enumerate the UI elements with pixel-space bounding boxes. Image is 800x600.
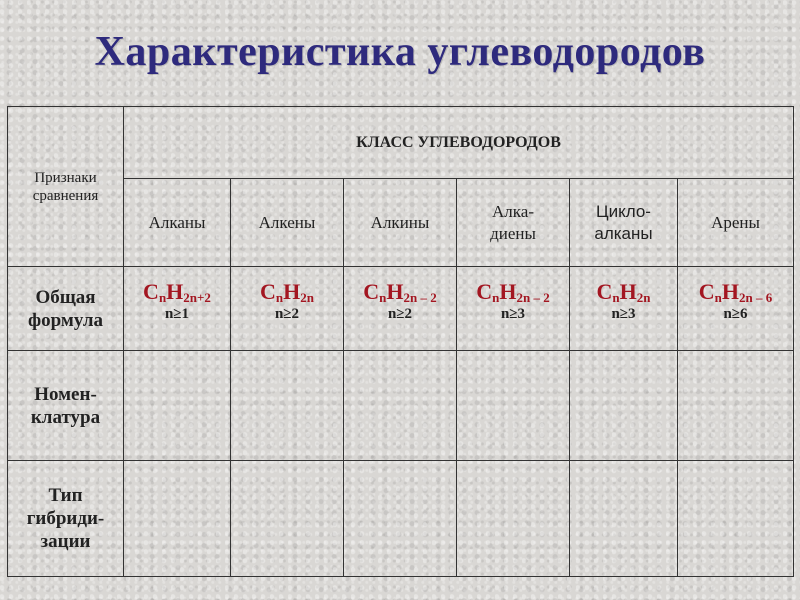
formula-cell: $C_nH_{2n - 2}$ n≥3: [457, 267, 570, 351]
row-label-formula: Общая формула: [8, 267, 124, 351]
formula-condition: n≥1: [164, 306, 190, 322]
empty-cell: [678, 461, 794, 577]
row-hybridization: [8, 461, 794, 577]
empty-cell: [678, 351, 794, 461]
class-col-alkenes: [231, 179, 344, 267]
class-col-alkanes: [124, 179, 231, 267]
empty-cell: [457, 461, 570, 577]
class-col-cycloalkanes: [570, 179, 678, 267]
empty-cell: [570, 351, 678, 461]
class-label: Алканы: [148, 212, 206, 232]
empty-cell: [570, 461, 678, 577]
formula-condition: n≥2: [274, 306, 300, 322]
empty-cell: [344, 461, 457, 577]
formula-cell: $C_nH_{2n}$ n≥3: [570, 267, 678, 351]
formula-cell: $C_nH_{2n}$ n≥2: [231, 267, 344, 351]
class-header-cell: [124, 107, 794, 179]
formula-cell: $C_nH_{2n - 6}$ n≥6: [678, 267, 794, 351]
empty-cell: [231, 461, 344, 577]
class-label: Арены: [711, 212, 760, 232]
formula-condition: n≥3: [611, 306, 636, 322]
row-general-formula: [8, 267, 794, 351]
formula-condition: n≥3: [500, 306, 526, 322]
formula-cell: $C_nH_{2n - 2}$ n≥2: [344, 267, 457, 351]
empty-cell: [457, 351, 570, 461]
class-col-alkadienes: [457, 179, 570, 267]
class-label: Алкены: [258, 212, 316, 232]
class-label: Алка-диены: [490, 201, 536, 243]
row-label-nomenclature: Номен-клатура: [8, 351, 124, 461]
feature-header-label: Признаки сравнения: [32, 169, 99, 204]
hydrocarbon-table: [7, 106, 794, 577]
empty-cell: [231, 351, 344, 461]
feature-header-cell: [8, 107, 124, 267]
row-label-hybridization: Тип гибриди-зации: [8, 461, 124, 577]
class-header-label: КЛАСС УГЛЕВОДОРОДОВ: [356, 133, 561, 151]
class-label: Алкины: [370, 212, 430, 232]
formula-condition: n≥2: [387, 306, 413, 322]
page-title: Характеристика углеводородов: [94, 29, 706, 75]
empty-cell: [124, 351, 231, 461]
empty-cell: [124, 461, 231, 577]
row-nomenclature: [8, 351, 794, 461]
formula-cell: $C_nH_{2n+2}$ n≥1: [124, 267, 231, 351]
empty-cell: [344, 351, 457, 461]
class-col-alkynes: [344, 179, 457, 267]
formula-condition: n≥6: [723, 306, 748, 322]
class-col-arenes: [678, 179, 794, 267]
class-label: Цикло-алканы: [594, 201, 653, 243]
